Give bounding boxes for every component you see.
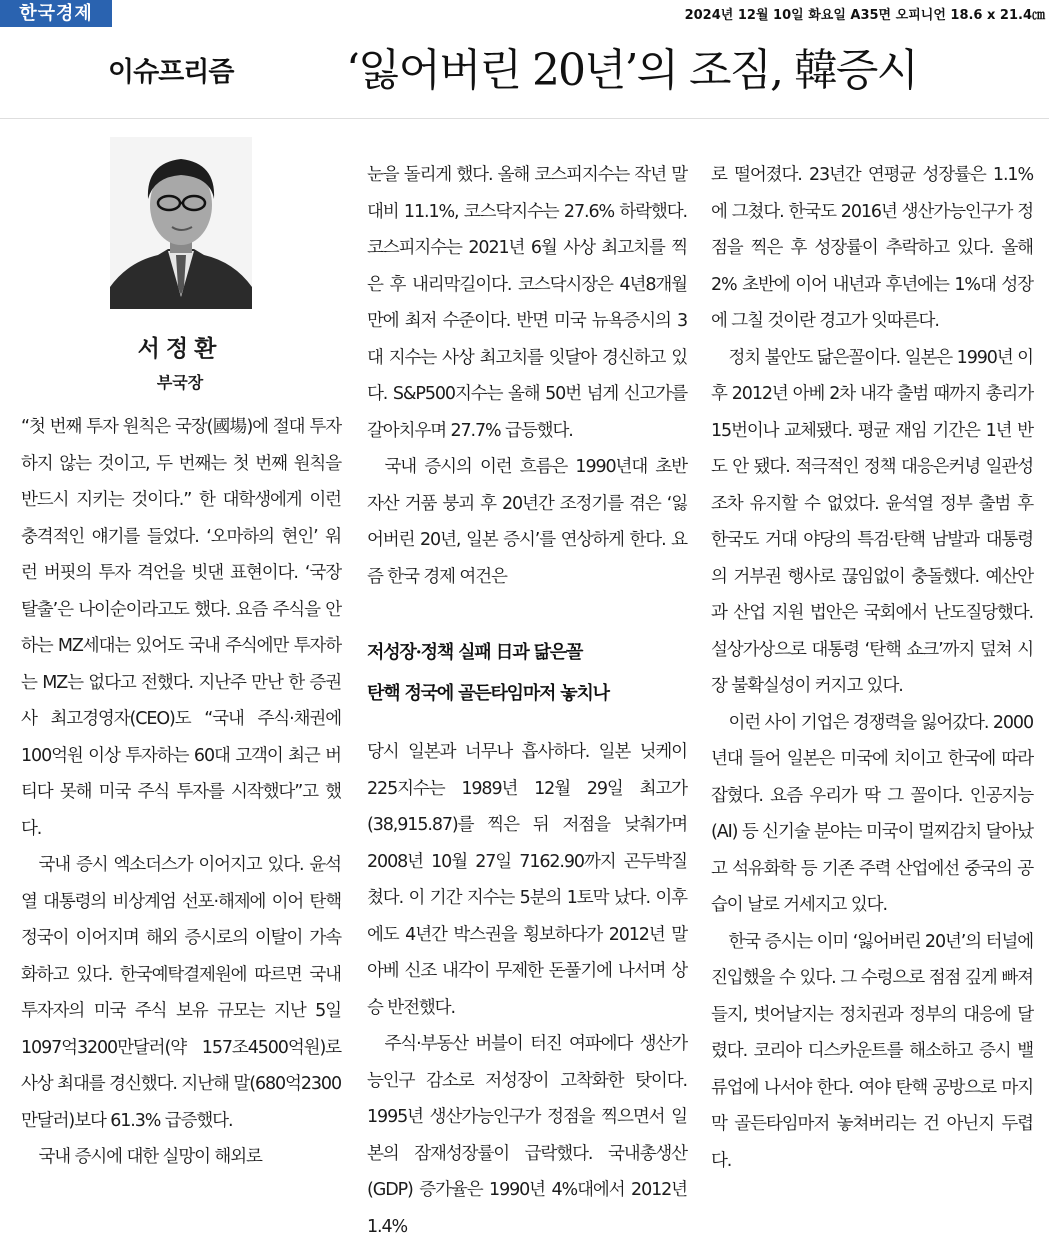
newspaper-logo: 한국경제 — [0, 0, 112, 27]
body-column-3 — [711, 157, 1033, 1179]
paragraph: 이런 사이 기업은 경쟁력을 잃어갔다. 2000년대 들어 일본은 미국에 치이고 한국에 따라잡혔다. 요즘 우리가 딱 그 꼴이다. 인공지능(AI) 등 신기술 분야는 미국이 멀찌감치 달아났고 석유화학 등 기존 주력 산업에선 중국의 공습이 날로 거세지고 있다. — [711, 712, 1033, 915]
author-photo — [110, 137, 252, 309]
subheadline-line-1: 저성장·정책 실패 日과 닮은꼴 — [367, 642, 583, 663]
author-title: 부국장 — [156, 373, 204, 392]
column-name: 이슈프리즘 — [108, 57, 234, 88]
headline: ‘잃어버린 20년’의 조짐, 韓증시 — [346, 45, 917, 96]
paragraph: 국내 증시에 대한 실망이 해외로 — [38, 1147, 262, 1167]
body-column-2-top — [367, 157, 687, 595]
paragraph: 정치 불안도 닮은꼴이다. 일본은 1990년 이후 2012년 아베 2차 내각 출범 때까지 총리가 15번이나 교체됐다. 평균 재임 기간은 1년 반도 안 됐다. 적극적인 정책 대응은커녕 일관성조차 유지할 수 없었다. 윤석열 정부 출범 후 한국도 거대 야당의 특검·탄핵 남발과 대통령의 거부권 행사로 끊임없이 충돌했다. 예산안과 산업 지원 법안은 국회에서 난도질당했다. 설상가상으로 대통령 ‘탄핵 쇼크’까지 덮쳐 시장 불확실성이 커지고 있다. — [711, 347, 1033, 696]
paragraph: “첫 번째 투자 원칙은 국장(國場)에 절대 투자하지 않는 것이고, 두 번째는 첫 번째 원칙을 반드시 지키는 것이다.” 한 대학생에게 이런 충격적인 얘기를 들었다. ‘오마하의 현인’ 워런 버핏의 투자 격언을 빗댄 표현이다. ‘국장 탈출’은 나이순이라고도 했다. 요즘 주식을 안 하는 MZ세대는 있어도 국내 주식에만 투자하는 MZ는 없다고 전했다. 지난주 만난 한 증권사 최고경영자(CEO)도 “국내 주식·채권에 100억원 이상 투자하는 60대 고객이 최근 버티다 못해 미국 주식 투자를 시작했다”고 했다. — [21, 417, 341, 839]
paragraph: 국내 증시 엑소더스가 이어지고 있다. 윤석열 대통령의 비상계엄 선포·해제에 이어 탄핵 정국이 이어지며 해외 증시로의 이탈이 가속화하고 있다. 한국예탁결제원에 따르면 국내 투자자의 미국 주식 보유 규모는 지난 5일 1097억3200만달러(약 157조4500억원)로 사상 최대를 경신했다. 지난해 말(680억2300만달러)보다 61.3% 급증했다. — [21, 855, 341, 1131]
masthead — [0, 0, 1049, 27]
subheadline — [367, 632, 697, 714]
author-name: 서정환 — [137, 335, 223, 362]
paragraph: 주식·부동산 버블이 터진 여파에다 생산가능인구 감소로 저성장이 고착화한 탓이다. 1995년 생산가능인구가 정점을 찍으면서 일본의 잠재성장률이 급락했다. 국내총생산(GDP) 증가율은 1990년 4%대에서 2012년 1.4% — [367, 1034, 687, 1237]
publication-info: 2024년 12월 10일 화요일 A35면 오피니언 18.6 x 21.4㎝ — [684, 8, 1045, 23]
paragraph: 당시 일본과 너무나 흡사하다. 일본 닛케이225지수는 1989년 12월 29일 최고가(38,915.87)를 찍은 뒤 저점을 낮춰가며 2008년 10월 27일 7162.90까지 곤두박질쳤다. 이 기간 지수는 5분의 1토막 났다. 이후에도 4년간 박스권을 횡보하다가 2012년 말 아베 신조 내각이 무제한 돈풀기에 나서며 상승 반전했다. — [367, 742, 687, 1018]
body-column-2-bottom — [367, 734, 687, 1245]
body-column-1 — [21, 409, 341, 1176]
subheadline-line-2: 탄핵 정국에 골든타임마저 놓치나 — [367, 683, 609, 704]
paragraph: 한국 증시는 이미 ‘잃어버린 20년’의 터널에 진입했을 수 있다. 그 수렁으로 점점 깊게 빠져들지, 벗어날지는 정치권과 정부의 대응에 달렸다. 코리아 디스카운트를 해소하고 증시 밸류업에 나서야 한다. 여야 탄핵 공방으로 마지막 골든타임마저 놓쳐버리는 건 아닌지 두렵다. — [711, 931, 1033, 1171]
paragraph: 로 떨어졌다. 23년간 연평균 성장률은 1.1%에 그쳤다. 한국도 2016년 생산가능인구가 정점을 찍은 후 성장률이 추락하고 있다. 올해 2% 초반에 이어 내년과 후년에는 1%대 성장에 그칠 것이란 경고가 잇따른다. — [711, 165, 1033, 331]
paragraph: 국내 증시의 이런 흐름은 1990년대 초반 자산 거품 붕괴 후 20년간 조정기를 겪은 ‘잃어버린 20년, 일본 증시’를 연상하게 한다. 요즘 한국 경제 여건은 — [367, 457, 687, 587]
header-divider — [0, 118, 1049, 119]
paragraph: 눈을 돌리게 했다. 올해 코스피지수는 작년 말 대비 11.1%, 코스닥지수는 27.6% 하락했다. 코스피지수는 2021년 6월 사상 최고치를 찍은 후 내리막길이다. 코스닥시장은 4년8개월 만에 최저 수준이다. 반면 미국 뉴욕증시의 3대 지수는 사상 최고치를 잇달아 경신하고 있다. S&P500지수는 올해 50번 넘게 신고가를 갈아치우며 27.7% 급등했다. — [367, 165, 687, 441]
